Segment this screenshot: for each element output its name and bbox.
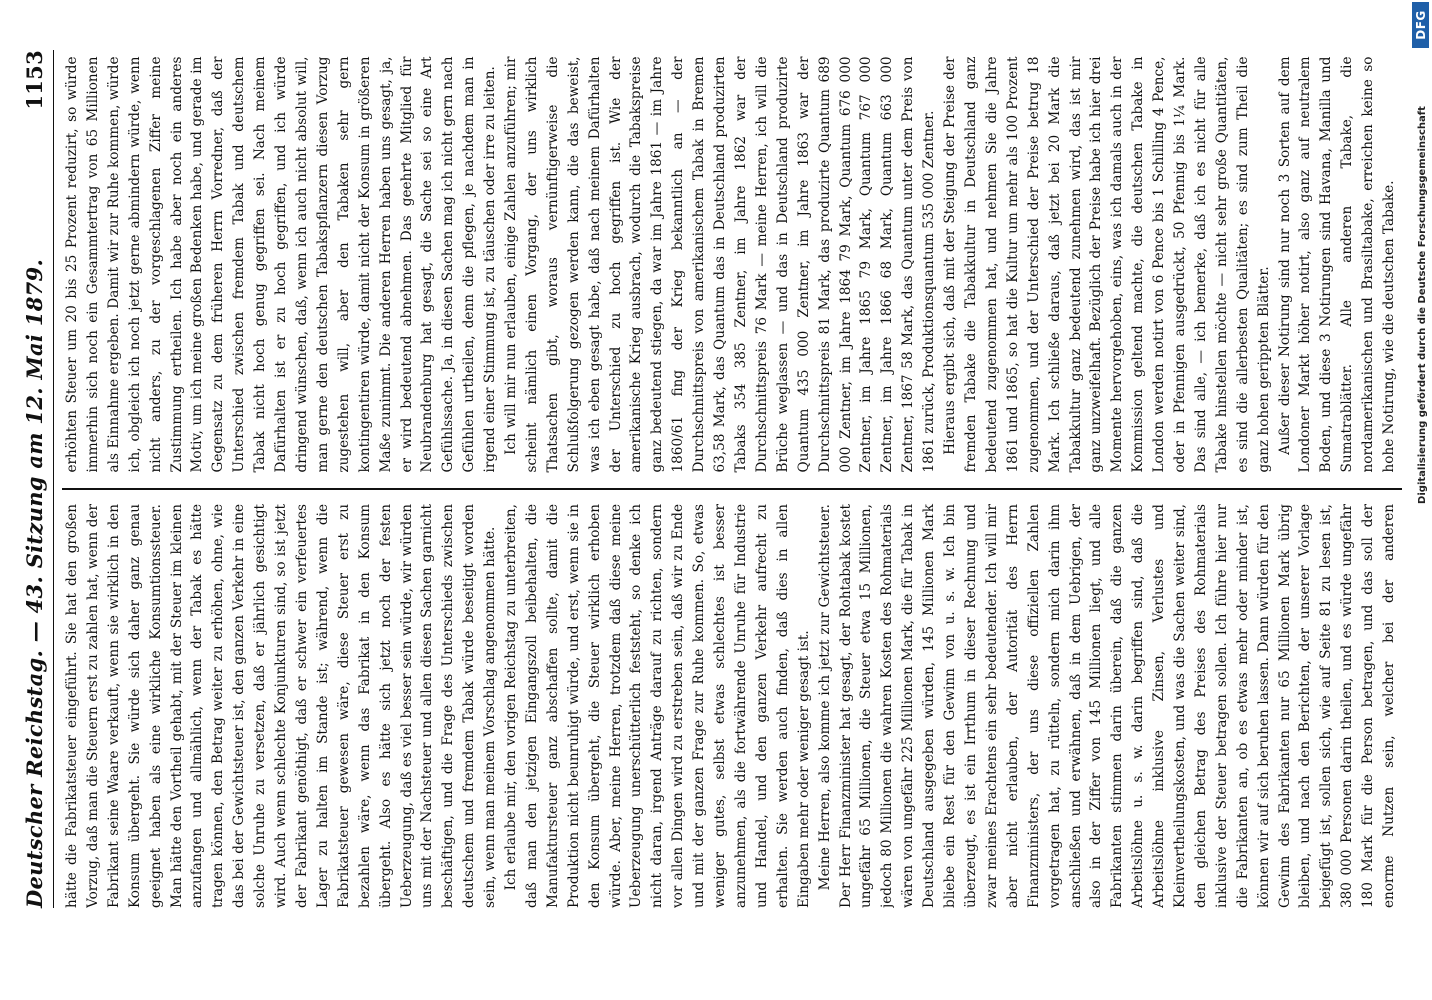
text-columns [62,42,1402,908]
column-divider [62,489,1402,491]
paragraph: Außer dieser Notirung sind nur noch 3 Sorten auf dem Londoner Markt höher notirt, also ganz auf neutralem Boden, und diese 3 Notirungen sind Havana, Manilla und Sumatrablätter. Alle anderen Tabake, die nordamerikanischen und Brasiltabake, erreichen keine so hohe Notirung, wie die deutschen Tabake. [1276,56,1398,473]
paragraph: Hieraus ergibt sich, daß mit der Steigung der Preise der fremden Tabake die Tabakkultur in Deutschland ganz bedeutend zugenommen hat, und nehmen Sie die Jahre 1861 und 1865, so hat die Kultur um mehr als 100 Prozent zugenommen, und der Unterschied der Preise betrug 18 Mark. Ich schließe daraus, daß jetzt bei 20 Mark die Tabakkultur ganz bedeutend zunehmen wird, das ist mir ganz unzweifelhaft. Bezüglich der Preise habe ich hier drei Momente hervorgehoben, eins, was ich damals auch in der Kommission geltend machte, die deutschen Tabake in London werden notirt von 6 Pence bis 1 Schilling 4 Pence, oder in Pfennigen ausgedrückt, 50 Pfennig bis 1¼ Mark. Das sind alle, — ich bemerke, daß ich es nicht für alle Tabake hinstellen möchte — nicht sehr große Quantitäten, es sind die allerbesten Qualitäten; es sind zum Theil die ganz hohen gerippten Blätter. [942,56,1272,473]
page-header-title: Deutscher Reichstag. — 43. Sitzung am 12. Mai 1879. [22,258,47,908]
paragraph: Ich erlaube mir, den vorigen Reichstag zu unterbreiten, daß man den jetzigen Eingangszoll beibehalten, die Manufaktursteuer ganz abschaffen sollte, damit die Produktion nicht beunruhigt würde, und erst, wenn sie in den Konsum übergeht, die Steuer wirklich erhoben würde. Aber, meine Herren, trotzdem daß diese meine Ueberzeugung unerschütterlich feststeht, so denke ich nicht daran, irgend Anträge darauf zu richten, sondern vor allen Dingen wird zu erstreben sein, daß wir zu Ende und mit der ganzen Frage zur Ruhe kommen. So, etwas weniger gutes, selbst etwas schlechtes ist besser anzunehmen, als die fortwährende Unruhe für Industrie und Handel, und den ganzen Verkehr aufrecht zu erhalten. Sie werden auch finden, daß dies in allen Eingaben mehr oder weniger gesagt ist. [503,504,812,908]
paragraph: erhöhten Steuer um 20 bis 25 Prozent reduzirt, so würde immerhin sich noch ein Gesammtertrag von 65 Millionen als Einnahme ergeben. Damit wir zur Ruhe kommen, würde ich, obgleich ich noch jetzt gerne abmindern würde, wenn nicht anders, zu der vorgeschlagenen Ziffer meine Zustimmung ertheilen. Ich habe aber noch ein anderes Motiv, um ich meine großen Bedenken habe, und gerade im Gegensatz zu dem früheren Herrn Vorredner, daß der Unterschied zwischen fremdem Tabak und deutschem Tabak nicht hoch genug gegriffen sei. Nach meinem Dafürhalten ist er zu hoch gegriffen, und ich würde dringend wünschen, daß, wenn ich auch nicht absolut will, man gerne den deutschen Tabakspflanzern diesen Vorzug zugestehen will, aber den Tabaken sehr gern kontingentiren würde, damit nicht der Konsum in größeren Maße zunimmt. Die anderen Herren haben uns gesagt, ja, er wird bedeutend abnehmen. Das geehrte Mitglied für Neubrandenburg hat gesagt, die Sache sei so eine Art Gefühlssache. Ja, in diesen Sachen mag ich nicht gern nach Gefühlen urtheilen, denn die pflegen, je nachdem man in irgend einer Stimmung ist, zu täuschen oder irre zu leiten. [64,56,499,473]
dfg-watermark-strip [1408,0,1432,1000]
right-column [62,57,1402,475]
dfg-funding-caption: Digitalisierung gefördert durch die Deutsche Forschungsgemeinschaft [1417,106,1428,504]
running-head [22,50,54,908]
dfg-logo-text: DFG [1413,10,1428,40]
paragraph [1400,57,1402,473]
dfg-logo [1412,2,1429,48]
page-number: 1153 [22,50,47,110]
paragraph: hätte die Fabrikatsteuer eingeführt. Sie hat den großen Vorzug, daß man die Steuern erst zu zahlen hat, wenn der Fabrikant seine Waare verkauft, wenn sie wirklich in den Konsum übergeht. Sie würde sich daher ganz genau geeignet haben als eine wirkliche Konsumtionssteuer. Man hätte den Vortheil gehabt, mit der Steuer im kleinen anzufangen und allmählich, wenn der Tabak es hätte tragen können, den Betrag weiter zu erhöhen, ohne, wie das bei der Gewichtsteuer ist, den ganzen Verkehr in eine solche Unruhe zu versetzen, daß er jährlich gesichtigt wird. Auch wenn schlechte Konjunkturen sind, so ist jetzt der Fabrikant genöthigt, daß er schwer ein verfeuertes Lager zu halten im Stande ist; während, wenn die Fabrikatsteuer gewesen wäre, diese Steuer erst zu bezahlen wäre, wenn das Fabrikat in den Konsum übergeht. Also es hätte sich jetzt noch der festen Ueberzeugung, daß es viel besser sein würde, wir würden uns mit der Nachsteuer und allen diesen Sachen garnicht beschäftigen, und die Frage des Unterschieds zwischen deutschem und fremdem Tabak würde beseitigt worden sein, wenn man meinem Vorschlag angenommen hätte. [64,504,499,908]
paragraph: Meine Herren, also komme ich jetzt zur Gewichtsteuer. Der Herr Finanzminister hat gesagt, der Rohtabak kostet ungefähr 65 Millionen, die Steuer etwa 15 Millionen, jedoch 80 Millionen die wahren Kosten des Rohmaterials wären von ungefähr 225 Millionen Mark, die für Tabak in Deutschland ausgegeben würden, 145 Millionen Mark bliebe ein Rest für den Gewinn von u. s. w. Ich bin überzeugt, es ist ein Irrthum in dieser Rechnung und zwar meines Erachtens ein sehr bedeutender. Ich will mir aber nicht erlauben, der Autorität des Herrn Finanzministers, der uns diese offiziellen Zahlen vorgetragen hat, zu rütteln, sondern mich darin ihm anschließen und erwähnen, daß in dem Uebrigen, der also in der Ziffer von 145 Millionen liegt, und alle Fabrikanten stimmen darin überein, daß die ganzen Arbeitslöhne u. s. w. darin begriffen sind, daß die Arbeitslöhne inklusive Zinsen, Verlustes und Kleinvertheilungskosten, und was die Sachen weiter sind, den gleichen Betrag des Preises des Rohmaterials inklusive der Steuer betragen sollen. Ich führe hier nur die Fabrikanten an, ob es etwas mehr oder minder ist, können wir auf sich beruhen lassen. Dann würden für den Gewinn des Fabrikanten nur 65 Millionen Mark übrig bleiben, und nach den Berichten, der unserer Vorlage beigefügt ist, sollen sich, wie auf Seite 81 zu lesen ist, 380 000 Personen darin theilen, und es würde ungefähr 180 Mark für die Person betragen, und das soll der enorme Nutzen sein, welcher bei der anderen [816,504,1398,908]
left-column [62,490,1402,908]
paragraph: Ich will mir nun erlauben, einige Zahlen anzuführen; mir scheint nämlich einen Vorgang, der uns wirklich Thatsachen gibt, woraus vernünftigerweise die Schlußfolgerung gezogen werden kann, die das beweist, was ich eben gesagt habe, daß nach meinem Dafürhalten der Unterschied zu hoch gegriffen ist. Wie der amerikanische Krieg ausbrach, wodurch die Tabakspreise ganz bedeutend stiegen, da war im Jahre 1861 — im Jahre 1860/61 fing der Krieg bekanntlich an — der Durchschnittspreis von amerikanischem Tabak in Bremen 63,58 Mark, das Quantum das in Deutschland produzirten Tabaks 354 385 Zentner, im Jahre 1862 war der Durchschnittspreis 76 Mark — meine Herren, ich will die Brüche weglassen — und das in Deutschland produzirte Quantum 435 000 Zentner, im Jahre 1863 war der Durchschnittspreis 81 Mark, das produzirte Quantum 689 000 Zentner, im Jahre 1864 79 Mark, Quantum 676 000 Zentner, im Jahre 1865 79 Mark, Quantum 767 000 Zentner, im Jahre 1866 68 Mark, Quantum 663 000 Zentner, 1867 58 Mark, das Quantum unter dem Preis von 1861 zurück, Produktionsquantum 535 000 Zentner. [503,56,938,473]
